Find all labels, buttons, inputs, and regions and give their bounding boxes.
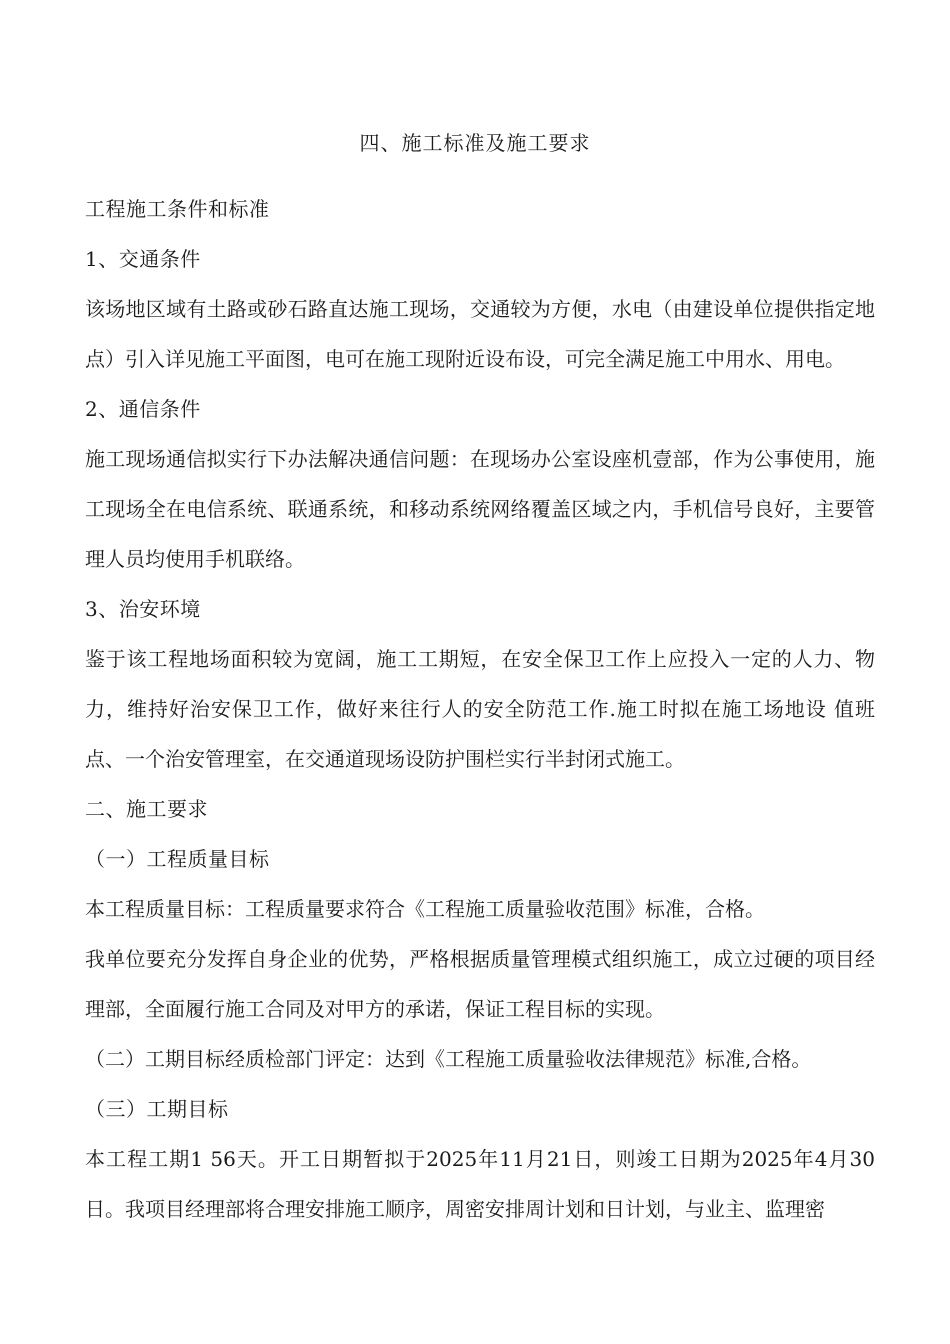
paragraph-schedule-details: 本工程工期1 56天。开工日期暂拟于2025年11月21日，则竣工日期为2025年4月30日。我项目经理部将合理安排施工顺序，周密安排周计划和日计划，与业主、监理密 — [85, 1147, 875, 1221]
subheading-security: 3、治安环境 — [85, 597, 201, 621]
section-heading-conditions: 工程施工条件和标准 — [85, 197, 270, 221]
paragraph-communication: 施工现场通信拟实行下办法解决通信问题：在现场办公室设座机壹部，作为公事使用，施工现场全在电信系统、联通系统，和移动系统网络覆盖区域之内，手机信号良好，主要管理人员均使用手机联络。 — [85, 447, 875, 571]
paragraph-security: 鉴于该工程地场面积较为宽阔，施工工期短，在安全保卫工作上应投入一定的人力、物力，维持好治安保卫工作，做好来往行人的安全防范工作.施工时拟在施工场地设 值班点、一个治安管理室，在交通道现场设防护围栏实行半封闭式施工。 — [85, 647, 875, 771]
subheading-traffic: 1、交通条件 — [85, 247, 201, 271]
subheading-communication: 2、通信条件 — [85, 397, 201, 421]
subheading-schedule-target-3: （三）工期目标 — [85, 1097, 229, 1121]
section-heading-requirements: 二、施工要求 — [85, 797, 208, 821]
paragraph-traffic: 该场地区域有土路或砂石路直达施工现场，交通较为方便，水电（由建设单位提供指定地点）引入详见施工平面图，电可在施工现附近设布设，可完全满足施工中用水、用电。 — [85, 297, 875, 371]
paragraph-schedule-target-2: （二）工期目标经质检部门评定：达到《工程施工质量验收法律规范》标准,合格。 — [85, 1047, 812, 1071]
document-title: 四、施工标准及施工要求 — [359, 131, 591, 155]
document-body — [85, 184, 875, 1234]
subheading-quality-target: （一）工程质量目标 — [85, 847, 270, 871]
paragraph-quality-target: 本工程质量目标：工程质量要求符合《工程施工质量验收范围》标准，合格。 — [85, 897, 765, 921]
paragraph-quality-commitment: 我单位要充分发挥自身企业的优势，严格根据质量管理模式组织施工，成立过硬的项目经理部，全面履行施工合同及对甲方的承诺，保证工程目标的实现。 — [85, 947, 875, 1021]
